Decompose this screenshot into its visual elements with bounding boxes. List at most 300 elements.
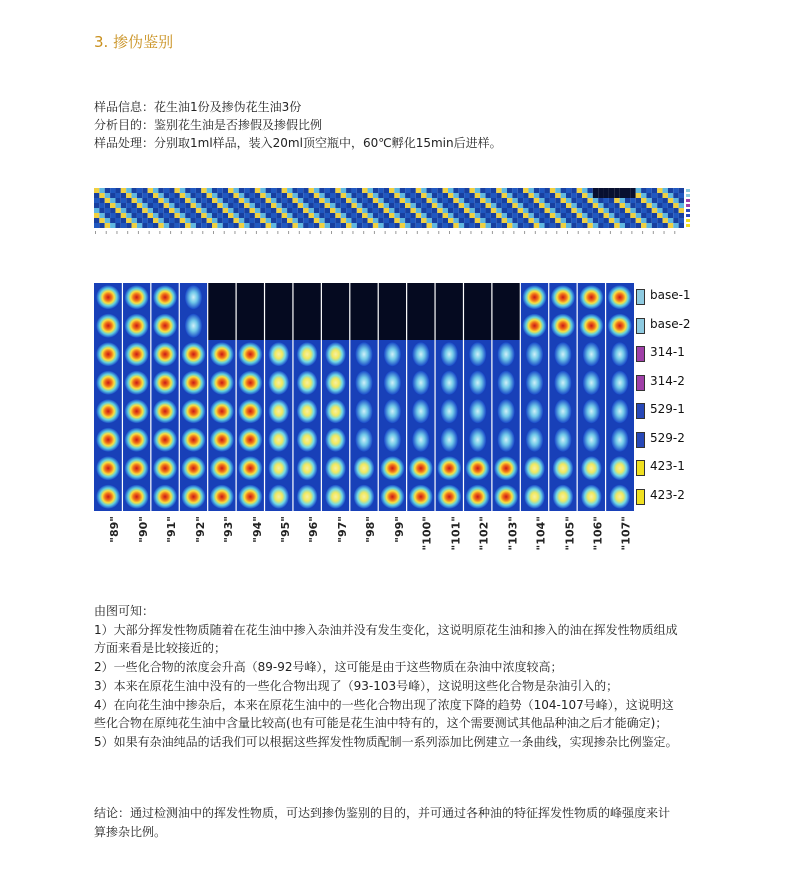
thumbnail-cell [512, 218, 517, 223]
thumbnail-cell [335, 193, 340, 198]
thumbnail-cell [212, 213, 217, 218]
thumbnail-cell [679, 208, 684, 213]
thumbnail-cell [115, 223, 120, 228]
thumbnail-cell [641, 223, 646, 228]
thumbnail-cell [303, 198, 308, 203]
thumbnail-cell [555, 203, 560, 208]
thumbnail-cell [502, 203, 507, 208]
heatmap-peak-blob [182, 371, 206, 395]
thumbnail-cell [341, 208, 346, 213]
thumbnail-cell [169, 223, 174, 228]
heatmap-peak-blob [583, 399, 600, 423]
heatmap-peak-blob [125, 428, 149, 452]
thumbnail-cell [346, 203, 351, 208]
thumbnail-cell [185, 198, 190, 203]
thumbnail-cell [378, 208, 383, 213]
thumbnail-cell [223, 223, 228, 228]
thumbnail-cell [523, 203, 528, 208]
thumbnail-cell [416, 203, 421, 208]
thumbnail-cell [121, 213, 126, 218]
legend-swatch [636, 489, 645, 505]
thumbnail-cell [475, 198, 480, 203]
heatmap-peak-blob [325, 371, 345, 395]
heatmap-peak-blob [153, 285, 177, 309]
thumbnail-cell [298, 213, 303, 218]
thumbnail-cell [250, 213, 255, 218]
thumbnail-cell [646, 193, 651, 198]
heatmap-peak-blob [583, 428, 600, 452]
thumbnail-cell [325, 208, 330, 213]
heatmap-cell [407, 283, 435, 312]
thumbnail-cell [309, 218, 314, 223]
thumbnail-cell [346, 198, 351, 203]
thumbnail-cell [405, 218, 410, 223]
thumbnail-cell [164, 208, 169, 213]
thumbnail-cell [469, 193, 474, 198]
thumbnail-cell [260, 198, 265, 203]
thumbnail-cell [539, 208, 544, 213]
thumbnail-cell [255, 193, 260, 198]
thumbnail-cell [319, 218, 324, 223]
thumbnail-cell [475, 223, 480, 228]
thumbnail-cell [239, 218, 244, 223]
thumbnail-cell [512, 188, 517, 193]
heatmap-peak-blob [210, 456, 234, 480]
thumbnail-cell [99, 218, 104, 223]
thumbnail-cell [512, 198, 517, 203]
thumbnail-cell [587, 223, 592, 228]
thumbnail-tick [363, 231, 364, 234]
heatmap-peak-blob [551, 314, 575, 338]
heatmap-peak-blob [441, 342, 458, 366]
peak-label: "106" [591, 516, 605, 551]
peak-label: "105" [562, 516, 576, 551]
thumbnail-cell [679, 223, 684, 228]
thumbnail-cell [582, 203, 587, 208]
thumbnail-tick [95, 231, 96, 234]
heatmap-cell [321, 283, 349, 312]
thumbnail-cell [276, 213, 281, 218]
thumbnail-cell [437, 198, 442, 203]
thumbnail-cell [507, 223, 512, 228]
thumbnail-cell [191, 213, 196, 218]
thumbnail-cell [115, 188, 120, 193]
thumbnail-cell [126, 198, 131, 203]
thumbnail-cell [303, 188, 308, 193]
thumbnail-cell [298, 218, 303, 223]
heatmap-cell [293, 283, 321, 312]
thumbnail-cell [566, 218, 571, 223]
thumbnail-cell [351, 208, 356, 213]
thumbnail-cell [378, 198, 383, 203]
thumbnail-cell [174, 223, 179, 228]
thumbnail-cell [346, 208, 351, 213]
thumbnail-cell [346, 213, 351, 218]
thumbnail-cell [325, 193, 330, 198]
thumbnail-cell [335, 208, 340, 213]
thumbnail-cell [384, 188, 389, 193]
thumbnail-cell [620, 193, 625, 198]
thumbnail-cell [496, 193, 501, 198]
thumbnail-cell [432, 223, 437, 228]
heatmap-peak-blob [384, 342, 401, 366]
thumbnail-cell [432, 213, 437, 218]
thumbnail-cell [630, 208, 635, 213]
thumbnail-cell [121, 218, 126, 223]
thumbnail-cell [630, 223, 635, 228]
thumbnail-cell [142, 198, 147, 203]
thumbnail-legend-swatch [686, 214, 690, 217]
thumbnail-cell [491, 208, 496, 213]
thumbnail-cell [469, 188, 474, 193]
thumbnail-cell [534, 218, 539, 223]
thumbnail-cell [271, 218, 276, 223]
thumbnail-cell [652, 188, 657, 193]
thumbnail-cell [373, 198, 378, 203]
thumbnail-cell [132, 193, 137, 198]
thumbnail-cell [582, 213, 587, 218]
thumbnail-cell [282, 188, 287, 193]
thumbnail-cell [421, 223, 426, 228]
thumbnail-cell [443, 208, 448, 213]
heatmap-peak-blob [269, 342, 289, 366]
thumbnail-cell [148, 203, 153, 208]
thumbnail-cell [346, 193, 351, 198]
thumbnail-cell [276, 188, 281, 193]
thumbnail-cell [164, 213, 169, 218]
thumbnail-cell [657, 213, 662, 218]
thumbnail-cell [528, 198, 533, 203]
thumbnail-cell [668, 208, 673, 213]
thumbnail-cell [282, 208, 287, 213]
thumbnail-cell [480, 223, 485, 228]
thumbnail-cell [250, 223, 255, 228]
thumbnail-cell [282, 223, 287, 228]
thumbnail-cell [335, 203, 340, 208]
thumbnail-cell [244, 208, 249, 213]
heatmap-peak-blob [441, 428, 458, 452]
thumbnail-cell [475, 218, 480, 223]
thumbnail-cell [287, 223, 292, 228]
thumbnail-tick [406, 231, 407, 234]
thumbnail-cell [217, 198, 222, 203]
heatmap-peak-blob [210, 342, 234, 366]
heatmap-cell [378, 312, 406, 341]
thumbnail-cell [276, 203, 281, 208]
thumbnail-cell [491, 193, 496, 198]
thumbnail-cell [668, 193, 673, 198]
heatmap-peak-blob [581, 485, 601, 509]
thumbnail-cell [276, 198, 281, 203]
thumbnail-cell [126, 188, 131, 193]
heatmap-peak-blob [412, 342, 429, 366]
heatmap-peak-blob [409, 485, 433, 509]
heatmap-peak-blob [355, 399, 372, 423]
thumbnail-cell [115, 193, 120, 198]
thumbnail-cell [636, 203, 641, 208]
thumbnail-cell [641, 188, 646, 193]
heatmap-peak-blob [554, 428, 571, 452]
thumbnail-cell [646, 213, 651, 218]
heatmap-peak-blob [182, 342, 206, 366]
thumbnail-cell [652, 203, 657, 208]
thumbnail-cell [121, 203, 126, 208]
thumbnail-cell [335, 188, 340, 193]
heatmap-peak-blob [469, 371, 486, 395]
legend-item [636, 372, 716, 394]
thumbnail-cell [534, 193, 539, 198]
thumbnail-cell [421, 198, 426, 203]
thumbnail-cell [443, 223, 448, 228]
thumbnail-cell [260, 208, 265, 213]
thumbnail-cell [255, 223, 260, 228]
thumbnail-cell [325, 203, 330, 208]
heatmap-cell [265, 283, 293, 312]
heatmap-peak-blob [297, 428, 317, 452]
thumbnail-cell [314, 203, 319, 208]
heatmap-peak-blob [96, 342, 120, 366]
thumbnail-cell [196, 218, 201, 223]
thumbnail-cell [110, 198, 115, 203]
thumbnail-cell [319, 198, 324, 203]
thumbnail-cell [357, 193, 362, 198]
thumbnail-cell [180, 198, 185, 203]
conclusion-line: 方面来看是比较接近的； [94, 641, 227, 656]
thumbnail-cell [384, 203, 389, 208]
thumbnail-cell [539, 213, 544, 218]
thumbnail-cell [239, 223, 244, 228]
thumbnail-cell [604, 208, 609, 213]
thumbnail-cell [115, 203, 120, 208]
heatmap-peak-blob [182, 485, 206, 509]
thumbnail-cell [250, 218, 255, 223]
thumbnail-cell [620, 203, 625, 208]
thumbnail-cell [169, 213, 174, 218]
thumbnail-cell [679, 198, 684, 203]
thumbnail-cell [663, 213, 668, 218]
thumbnail-cell [368, 208, 373, 213]
thumbnail-cell [507, 208, 512, 213]
heatmap-peak-blob [325, 399, 345, 423]
heatmap-peak-blob [269, 428, 289, 452]
thumbnail-cell [646, 203, 651, 208]
heatmap-peak-blob [96, 456, 120, 480]
final-line: 算掺杂比例。 [94, 825, 167, 839]
thumbnail-cell [400, 198, 405, 203]
thumbnail-cell [132, 203, 137, 208]
thumbnail-cell [217, 213, 222, 218]
thumbnail-cell [180, 203, 185, 208]
heatmap-peak-blob [526, 371, 543, 395]
thumbnail-cell [502, 213, 507, 218]
heatmap-peak-blob [238, 399, 262, 423]
thumbnail-cell [491, 188, 496, 193]
thumbnail-tick [331, 231, 332, 234]
thumbnail-legend-swatch [686, 224, 690, 227]
thumbnail-cell [448, 203, 453, 208]
thumbnail-cell [287, 208, 292, 213]
heatmap-peak-blob [466, 485, 490, 509]
thumbnail-cell [207, 218, 212, 223]
thumbnail-cell [169, 193, 174, 198]
info-line-sample: 样品信息：花生油1份及掺伪花生油3份 [94, 100, 302, 114]
legend-swatch [636, 375, 645, 391]
thumbnail-cell [260, 203, 265, 208]
thumbnail-cell [287, 198, 292, 203]
peak-label: "90" [136, 516, 150, 543]
thumbnail-cell [491, 213, 496, 218]
thumbnail-cell [630, 193, 635, 198]
thumbnail-cell [373, 218, 378, 223]
thumbnail-cell [132, 208, 137, 213]
thumbnail-cell [507, 203, 512, 208]
thumbnail-cell [464, 218, 469, 223]
thumbnail-cell [641, 218, 646, 223]
thumbnail-cell [475, 193, 480, 198]
thumbnail-cell [148, 218, 153, 223]
thumbnail-cell [598, 218, 603, 223]
thumbnail-cell [271, 208, 276, 213]
thumbnail-cell [228, 213, 233, 218]
thumbnail-cell [539, 193, 544, 198]
thumbnail-cell [223, 193, 228, 198]
thumbnail-cell [266, 193, 271, 198]
thumbnail-cell [228, 203, 233, 208]
thumbnail-cell [502, 188, 507, 193]
heatmap-peak-blob [182, 428, 206, 452]
thumbnail-cell [115, 218, 120, 223]
thumbnail-tick [503, 231, 504, 234]
thumbnail-cell [271, 223, 276, 228]
peak-label: "98" [364, 516, 377, 543]
thumbnail-cell [276, 208, 281, 213]
heatmap-peak-blob [238, 342, 262, 366]
thumbnail-cell [357, 188, 362, 193]
thumbnail-cell [443, 213, 448, 218]
thumbnail-cell [528, 218, 533, 223]
thumbnail-cell [593, 208, 598, 213]
thumbnail-cell [555, 223, 560, 228]
heatmap-peak-blob [554, 342, 571, 366]
thumbnail-cell [464, 213, 469, 218]
thumbnail-cell [319, 208, 324, 213]
heatmap-peak-blob [325, 485, 345, 509]
final-conclusion [94, 804, 744, 842]
thumbnail-cell [153, 213, 158, 218]
thumbnail-cell [582, 198, 587, 203]
thumbnail-cell [614, 203, 619, 208]
thumbnail-cell [609, 208, 614, 213]
thumbnail-cell [362, 188, 367, 193]
heatmap-cell [435, 312, 463, 341]
thumbnail-cell [132, 198, 137, 203]
thumbnail-cell [298, 208, 303, 213]
thumbnail-cell [362, 198, 367, 203]
thumbnail-cell [266, 218, 271, 223]
thumbnail-cell [217, 223, 222, 228]
thumbnail-cell [126, 203, 131, 208]
thumbnail-cell [228, 218, 233, 223]
thumbnail-cell [475, 208, 480, 213]
thumbnail-cell [480, 213, 485, 218]
thumbnail-cell [142, 218, 147, 223]
thumbnail-cell [625, 188, 630, 193]
thumbnail-cell [368, 193, 373, 198]
thumbnail-cell [394, 218, 399, 223]
thumbnail-tick [428, 231, 429, 234]
thumbnail-cell [657, 198, 662, 203]
thumbnail-cell [609, 223, 614, 228]
legend-label: 529-1 [650, 402, 685, 416]
thumbnail-cell [609, 188, 614, 193]
conclusion-heading: 由图可知： [94, 604, 155, 618]
heatmap-peak-blob [441, 371, 458, 395]
thumbnail-tick [385, 231, 386, 234]
thumbnail-cell [405, 213, 410, 218]
thumbnail-cell [652, 208, 657, 213]
thumbnail-cell [604, 198, 609, 203]
thumbnail-cell [271, 198, 276, 203]
heatmap-peak-blob [153, 314, 177, 338]
thumbnail-cell [223, 218, 228, 223]
thumbnail-cell [663, 223, 668, 228]
thumbnail-cell [292, 203, 297, 208]
thumbnail-tick [417, 231, 418, 234]
thumbnail-cell [427, 193, 432, 198]
peak-label: "102" [477, 516, 491, 551]
thumbnail-cell [459, 188, 464, 193]
thumbnail-cell [148, 188, 153, 193]
thumbnail-cell [496, 213, 501, 218]
thumbnail-cell [314, 213, 319, 218]
thumbnail-cell [561, 198, 566, 203]
thumbnail-cell [105, 208, 110, 213]
thumbnail-cell [244, 198, 249, 203]
thumbnail-tick [492, 231, 493, 234]
thumbnail-cell [545, 198, 550, 203]
heatmap-peak-blob [554, 371, 571, 395]
thumbnail-cell [410, 188, 415, 193]
thumbnail-cell [641, 208, 646, 213]
thumbnail-cell [271, 213, 276, 218]
thumbnail-cell [266, 198, 271, 203]
thumbnail-cell [217, 188, 222, 193]
thumbnail-cell [534, 203, 539, 208]
thumbnail-cell [566, 188, 571, 193]
thumbnail-cell [475, 203, 480, 208]
thumbnail-cell [394, 188, 399, 193]
heatmap-peak-blob [125, 399, 149, 423]
thumbnail-cell [652, 218, 657, 223]
thumbnail-cell [325, 188, 330, 193]
heatmap-peak-blob [297, 485, 317, 509]
thumbnail-cell [228, 208, 233, 213]
thumbnail-cell [502, 223, 507, 228]
thumbnail-cell [389, 193, 394, 198]
heatmap-peak-blob [608, 314, 632, 338]
thumbnail-cell [663, 208, 668, 213]
thumbnail-cell [378, 223, 383, 228]
thumbnail-cell [351, 188, 356, 193]
thumbnail-cell [555, 198, 560, 203]
thumbnail-cell [153, 203, 158, 208]
thumbnail-cell [598, 203, 603, 208]
thumbnail-cell [566, 203, 571, 208]
thumbnail-cell [518, 188, 523, 193]
thumbnail-tick [631, 231, 632, 234]
heatmap-peak-blob [238, 485, 262, 509]
thumbnail-cell [614, 193, 619, 198]
